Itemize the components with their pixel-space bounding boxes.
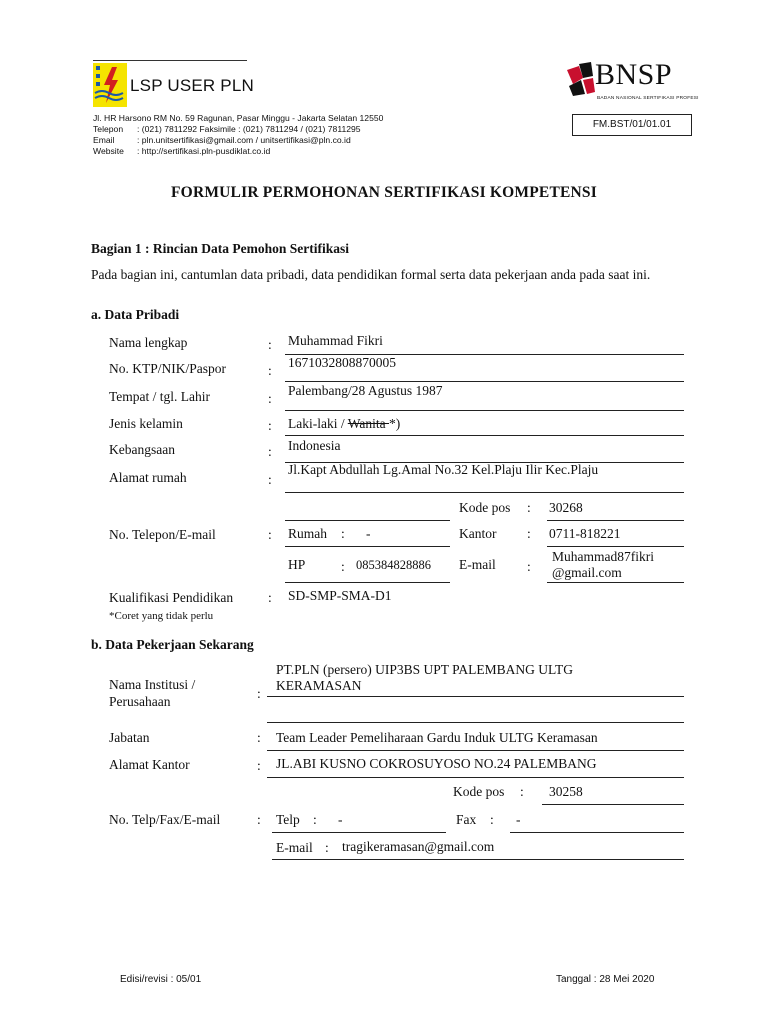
gender-male: Laki-laki / bbox=[288, 416, 348, 431]
institution-line2 bbox=[267, 722, 684, 723]
telp-field[interactable]: - bbox=[338, 812, 343, 827]
institution-value-line2: KERAMASAN bbox=[276, 678, 362, 693]
colon: : bbox=[325, 840, 329, 855]
home-phone-field[interactable]: - bbox=[366, 526, 371, 541]
colon: : bbox=[268, 391, 272, 406]
id-number-label: No. KTP/NIK/Paspor bbox=[109, 361, 226, 376]
address-line bbox=[285, 492, 684, 493]
office-address-line bbox=[267, 777, 684, 778]
work-postal-line bbox=[542, 804, 684, 805]
office-address-label: Alamat Kantor bbox=[109, 757, 190, 772]
education-label: Kualifikasi Pendidikan bbox=[109, 590, 234, 605]
birth-label: Tempat / tgl. Lahir bbox=[109, 389, 211, 404]
office-address-field[interactable]: JL.ABI KUSNO COKROSUYOSO NO.24 PALEMBANG bbox=[276, 756, 597, 771]
org-address: Jl. HR Harsono RM No. 59 Ragunan, Pasar Minggu - Jakarta Selatan 12550 bbox=[93, 113, 384, 123]
home-phone-line bbox=[285, 546, 450, 547]
colon: : bbox=[257, 730, 261, 745]
phone-label: No. Telepon/E-mail bbox=[109, 527, 216, 542]
colon: : bbox=[268, 472, 272, 487]
institution-label bbox=[109, 676, 195, 710]
position-field[interactable]: Team Leader Pemeliharaan Gardu Induk ULTG Keramasan bbox=[276, 730, 598, 745]
personal-heading: a. Data Pribadi bbox=[91, 307, 180, 322]
gender-field[interactable] bbox=[288, 416, 400, 432]
postal-left-line bbox=[285, 520, 450, 521]
colon: : bbox=[341, 526, 345, 541]
nationality-label: Kebangsaan bbox=[109, 442, 175, 457]
address-field[interactable]: Jl.Kapt Abdullah Lg.Amal No.32 Kel.Plaju Ilir Kec.Plaju bbox=[288, 462, 599, 477]
telepon-label: Telepon bbox=[93, 124, 124, 134]
gender-female-struck: Wanita bbox=[347, 416, 390, 431]
institution-field[interactable] bbox=[276, 662, 573, 694]
work-postal-label: Kode pos bbox=[453, 784, 505, 799]
work-contact-label: No. Telp/Fax/E-mail bbox=[109, 812, 221, 827]
position-line bbox=[267, 750, 684, 751]
footer-revision: Edisi/revisi : 05/01 bbox=[120, 974, 202, 985]
footer-date: Tanggal : 28 Mei 2020 bbox=[556, 974, 655, 985]
org-name: LSP USER PLN bbox=[130, 76, 254, 95]
hp-label: HP bbox=[288, 557, 306, 572]
work-email-line bbox=[272, 859, 684, 860]
email-label: E-mail bbox=[459, 557, 496, 572]
header-rule bbox=[93, 60, 247, 61]
colon: : bbox=[268, 527, 272, 542]
work-email-label: E-mail bbox=[276, 840, 313, 855]
telepon-value: : (021) 7811292 Faksimile : (021) 7811294 / (021) 7811295 bbox=[137, 124, 361, 134]
institution-line1 bbox=[267, 696, 684, 697]
colon: : bbox=[268, 418, 272, 433]
form-title: FORMULIR PERMOHONAN SERTIFIKASI KOMPETENSI bbox=[171, 184, 597, 201]
hp-field[interactable]: 085384828886 bbox=[356, 558, 431, 572]
postal-field[interactable]: 30268 bbox=[549, 500, 583, 515]
gender-label: Jenis kelamin bbox=[109, 416, 183, 431]
colon: : bbox=[527, 526, 531, 541]
part1-heading: Bagian 1 : Rincian Data Pemohon Sertifikasi bbox=[91, 241, 350, 256]
institution-label-line2: Perusahaan bbox=[109, 694, 171, 709]
colon: : bbox=[268, 337, 272, 352]
bnsp-subtitle: BADAN NASIONAL SERTIFIKASI PROFESI bbox=[597, 96, 699, 101]
strike-note: *Coret yang tidak perlu bbox=[109, 610, 214, 622]
website-value: : http://sertifikasi.pln-pusdiklat.co.id bbox=[137, 146, 271, 156]
colon: : bbox=[313, 812, 317, 827]
form-code: FM.BST/01/01.01 bbox=[572, 114, 692, 136]
work-email-field[interactable]: tragikeramasan@gmail.com bbox=[342, 839, 495, 854]
org-telepon bbox=[93, 124, 361, 134]
email-field-line2: @gmail.com bbox=[552, 565, 622, 580]
office-phone-line bbox=[547, 546, 684, 547]
home-phone-label: Rumah bbox=[288, 526, 327, 541]
colon: : bbox=[527, 559, 531, 574]
email-field-line1: Muhammad87fikri bbox=[552, 549, 654, 564]
birth-line bbox=[285, 410, 684, 411]
email-line bbox=[547, 582, 684, 583]
id-number-line bbox=[285, 381, 684, 382]
work-postal-field[interactable]: 30258 bbox=[549, 784, 583, 799]
colon: : bbox=[257, 812, 261, 827]
email-field[interactable] bbox=[552, 549, 654, 581]
colon: : bbox=[257, 686, 261, 701]
org-website bbox=[93, 146, 270, 156]
colon: : bbox=[268, 590, 272, 605]
org-email bbox=[93, 135, 351, 145]
fax-label: Fax bbox=[456, 812, 477, 827]
fax-field[interactable]: - bbox=[516, 812, 521, 827]
email-label: Email bbox=[93, 135, 115, 145]
gender-line bbox=[285, 435, 684, 436]
institution-value-line1: PT.PLN (persero) UIP3BS UPT PALEMBANG ULTG bbox=[276, 662, 574, 677]
birth-field[interactable]: Palembang/28 Agustus 1987 bbox=[288, 383, 443, 398]
colon: : bbox=[490, 812, 494, 827]
office-phone-field[interactable]: 0711-818221 bbox=[549, 526, 621, 541]
colon: : bbox=[268, 363, 272, 378]
hp-line bbox=[285, 582, 450, 583]
colon: : bbox=[268, 444, 272, 459]
office-phone-label: Kantor bbox=[459, 526, 497, 541]
education-field[interactable]: SD-SMP-SMA-D1 bbox=[288, 588, 392, 603]
colon: : bbox=[341, 559, 345, 574]
gender-note-mark: *) bbox=[389, 416, 401, 431]
colon: : bbox=[520, 784, 524, 799]
full-name-field[interactable]: Muhammad Fikri bbox=[288, 333, 383, 348]
work-heading: b. Data Pekerjaan Sekarang bbox=[91, 637, 254, 652]
postal-line bbox=[547, 520, 684, 521]
colon: : bbox=[527, 500, 531, 515]
institution-label-line1: Nama Institusi / bbox=[109, 677, 196, 692]
email-value: : pln.unitsertifikasi@gmail.com / unitsertifikasi@pln.co.id bbox=[137, 135, 351, 145]
fax-line bbox=[510, 832, 684, 833]
full-name-label: Nama lengkap bbox=[109, 335, 188, 350]
id-number-field[interactable]: 1671032808870005 bbox=[288, 355, 396, 370]
postal-label: Kode pos bbox=[459, 500, 511, 515]
nationality-field[interactable]: Indonesia bbox=[288, 438, 341, 453]
position-label: Jabatan bbox=[109, 730, 150, 745]
part1-intro: Pada bagian ini, cantumlan data pribadi, data pendidikan formal serta data pekerjaan anda pada saat ini. bbox=[91, 267, 651, 282]
colon: : bbox=[257, 758, 261, 773]
pln-logo-icon bbox=[93, 63, 127, 107]
address-label: Alamat rumah bbox=[109, 470, 187, 485]
telp-line bbox=[272, 832, 446, 833]
website-label: Website bbox=[93, 146, 124, 156]
telp-label: Telp bbox=[276, 812, 300, 827]
bnsp-name: BNSP bbox=[595, 58, 673, 91]
